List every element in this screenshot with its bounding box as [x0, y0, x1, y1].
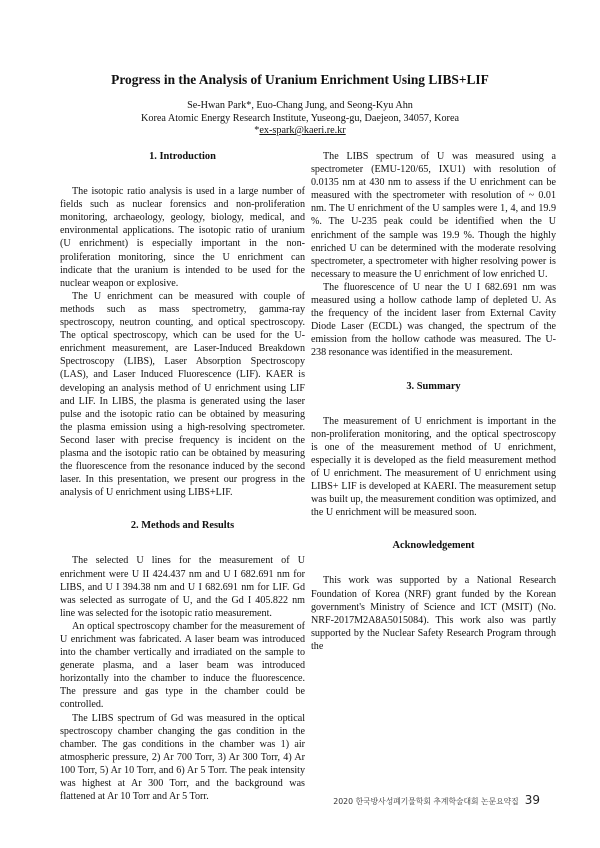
- methods-paragraph-2: An optical spectroscopy chamber for the measurement of U enrichment was fabricated. A laser beam was introduced into the chamber vertically and irradiated on the sample to generate plasma, and a laser beam was introduced horizontally into the chamber to induce the fluorescence. The pressure and gas type in the chamber could be controlled.: [60, 620, 305, 711]
- methods-paragraph-3: The LIBS spectrum of Gd was measured in the optical spectroscopy chamber changing the gas condition in the chamber. The gas conditions in the chamber was 1) air atmospheric pressure, 2) Ar 700 Torr, 3) Ar 300 Torr, 4) Ar 100 Torr, 5) Ar 10 Torr, and 6) Ar 5 Torr. The peak intensity was highest at Ar 300 Torr, and the background was flattened at Ar 10 Torr and Ar 5 Torr.: [60, 712, 305, 803]
- author-email-line: [0, 125, 600, 136]
- page-number: 39: [524, 793, 540, 807]
- acknowledgement-paragraph: This work was supported by a National Research Foundation of Korea (NRF) grant funded by the Korean government's Ministry of Science and ICT (MSIT) (No. NRF-2017M2A8A5015084). This work also was partly supported by the Nuclear Safety Research Program through the: [311, 575, 556, 652]
- methods-paragraph-1: The selected U lines for the measurement of U enrichment were U II 424.437 nm and U I 682.691 nm for LIBS, and U I 394.38 nm and U I 682.691 nm for LIF. Gd was selected as surrogate of U, and the Gd I 405.822 nm line was selected for the isotopic ratio measurement.: [60, 555, 305, 619]
- author-list: Se-Hwan Park*, Euo-Chang Jung, and Seong-Kyu Ahn: [187, 100, 413, 111]
- author-email-link[interactable]: ex-spark@kaeri.re.kr: [259, 125, 346, 136]
- page-footer: [333, 793, 540, 807]
- methods-paragraph-5: The fluorescence of U near the U I 682.691 nm was measured using a hollow cathode lamp of depleted U. As the frequency of the incident laser from External Cavity Diode Laser (ECDL) was changed, the spectrum of the emission from the hollow cathode was measured. The U-238 resonance was identified in the measurement.: [311, 281, 556, 359]
- section-heading-acknowledgement: Acknowledgement: [392, 540, 475, 552]
- paper-title: Progress in the Analysis of Uranium Enrichment Using LIBS+LIF: [111, 72, 489, 87]
- section-heading-introduction: 1. Introduction: [149, 151, 216, 162]
- intro-paragraph-2: The U enrichment can be measured with couple of methods such as mass spectrometry, gamma-ray spectroscopy, neutron counting, and optical spectroscopy. The optical spectroscopy, which can be used for the U-enrichment measurement, are Laser-Induced Breakdown Spectroscopy (LIBS), Laser Absorption Spectroscopy (LAS), and Laser Induced Fluorescence (LIF). KAER is developing an analysis method of U enrichment using LIF and LIF. In LIBS, the plasma is generated using the laser pulse and the isotopic ratio can be obtained by measuring the plasma emission using a high-resolving spectrometer. Second laser with precise frequency is incident on the plasma and the isotopic ratio can be obtained by measuring the fluorescence from the resonance induced by the second laser. In this presentation, we present our progress in the analysis of U enrichment using LIBS+LIF.: [60, 290, 305, 499]
- section-heading-methods: 2. Methods and Results: [130, 520, 235, 532]
- summary-paragraph: The measurement of U enrichment is important in the non-proliferation monitoring, and the optical spectroscopy is one of the measurement method of U enrichment, especially it is developed as the field measurement method of U enrichment. The measurement of U enrichment using LIBS+ LIF is developed at KAERI. The measurement setup was built up, the measurement condition was optimized, and the U enrichment will be measured soon.: [311, 415, 556, 519]
- intro-paragraph-1: The isotopic ratio analysis is used in a large number of fields such as nuclear forensics and non-proliferation monitoring, archaeology, geology, biology, medical, and environmental applications. The isotopic ratio of uranium (U enrichment) is especially important in the non-proliferation monitoring, since the U enrichment can indicate that the uranium is intended to be used for the nuclear weapon or explosive.: [60, 186, 305, 289]
- affiliation: Korea Atomic Energy Research Institute, Yuseong-gu, Daejeon, 34057, Korea: [141, 113, 459, 124]
- left-column: [60, 150, 305, 803]
- right-column: [311, 150, 556, 653]
- conference-name: 2020 한국방사성폐기물학회 추계학술대회 논문요약집: [333, 797, 519, 806]
- email-prefix: *: [254, 125, 260, 136]
- methods-paragraph-4: The LIBS spectrum of U was measured using a spectrometer (EMU-120/65, IXU1) with resolution of 0.0135 nm at 430 nm to assess if the U enrichment can be measured with the spectrometer with resolution of ~ 0.01 nm. The U enrichment of the U samples were 1, 4, and 19.9 %. The U-235 peak could be identified when the U enrichment of the sample was 19.9 %. Though the highly enriched U can be determined with the moderate resolving spectrometer, a spectrometer with higher resolving power is necessary to measure the U enrichment of low enriched U.: [311, 151, 556, 280]
- section-heading-summary: 3. Summary: [406, 380, 461, 392]
